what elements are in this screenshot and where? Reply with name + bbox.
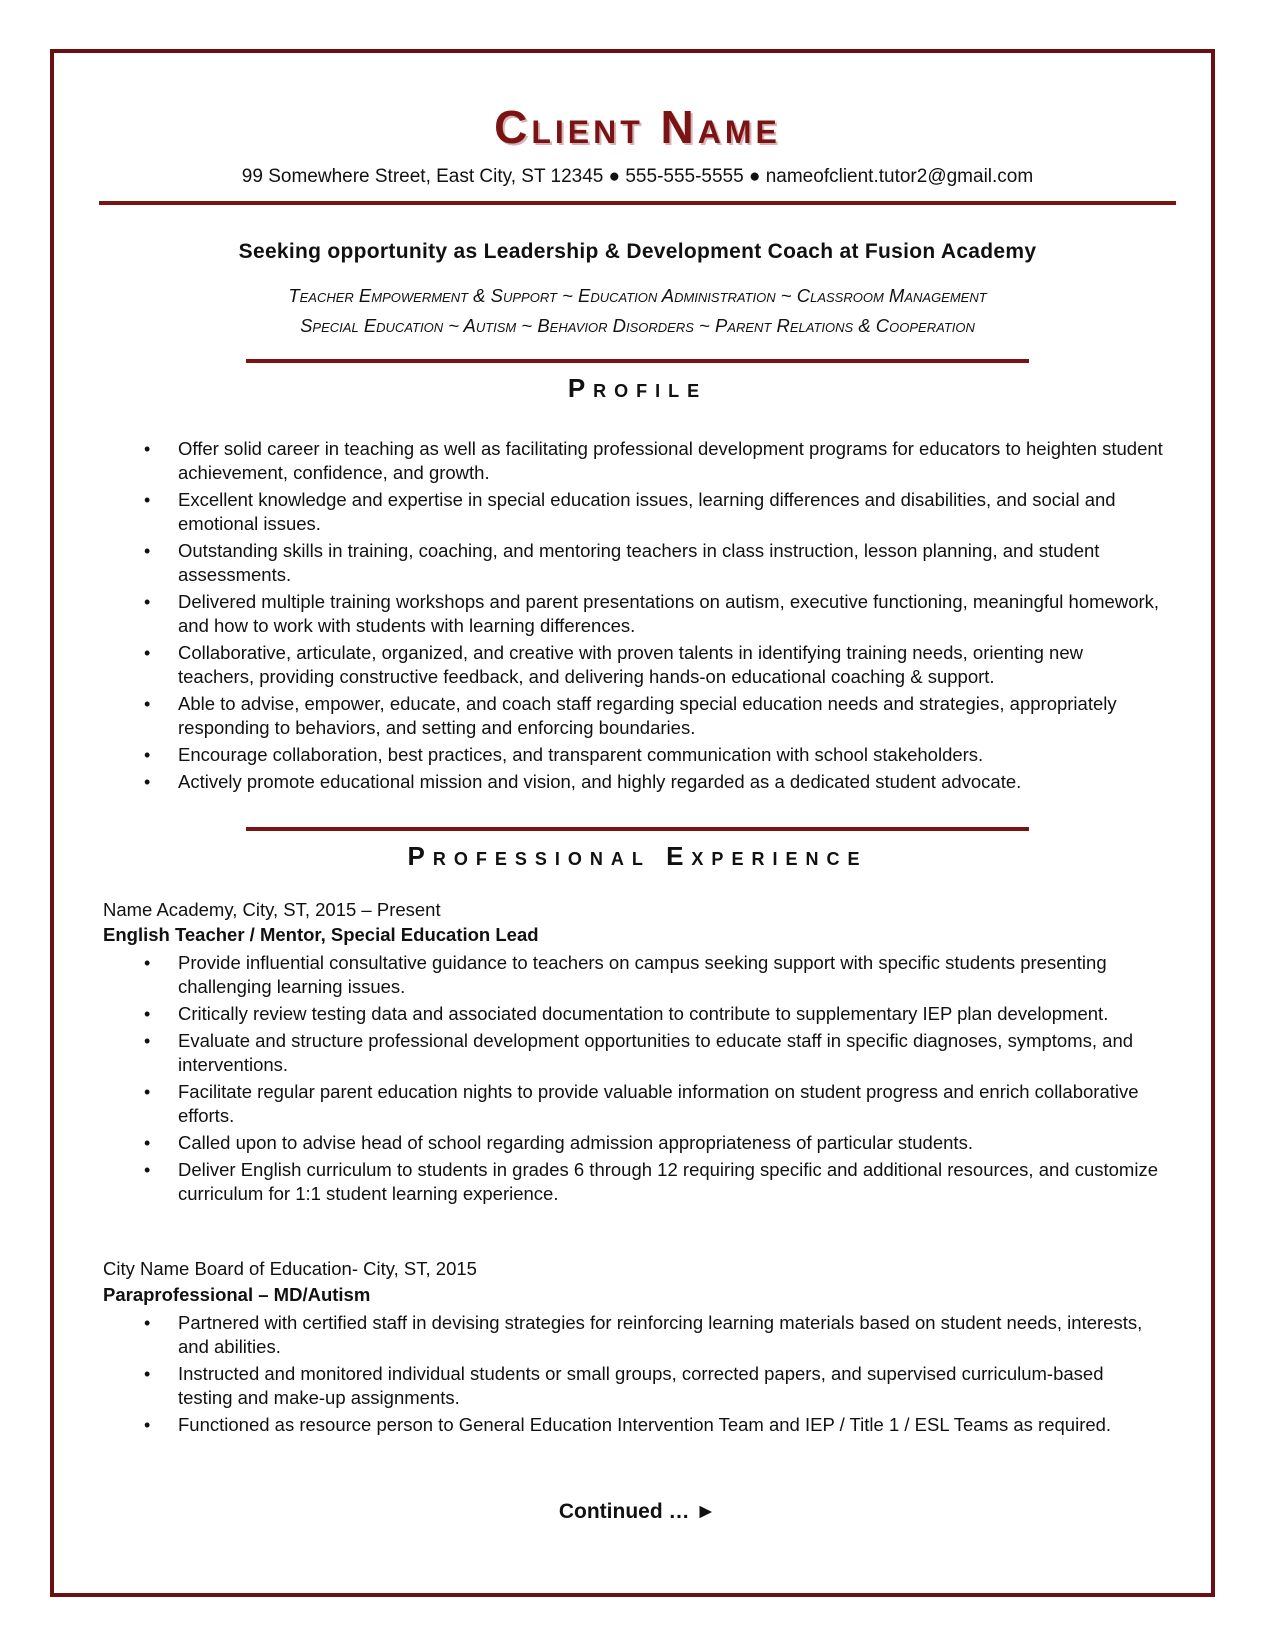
list-item: • Encourage collaboration, best practices, and transparent communication with school stakeholders. <box>178 743 1163 767</box>
contact-info: 99 Somewhere Street, East City, ST 12345 ● 555-555-5555 ● nameofclient.tutor2@gmail.com <box>241 166 1034 187</box>
list-item: • Able to advise, empower, educate, and coach staff regarding special education needs and strategies, appropriately responding to behaviors, and setting and enforcing boundaries. <box>178 692 1163 740</box>
job-org-line: Name Academy, City, ST, 2015 – Present <box>103 899 441 920</box>
profile-heading: Profile <box>567 373 708 403</box>
profile-divider <box>246 359 1029 363</box>
job-title: English Teacher / Mentor, Special Education Lead <box>103 924 539 945</box>
list-item: • Excellent knowledge and expertise in special education issues, learning differences and disabilities, and social and emotional issues. <box>178 488 1163 536</box>
list-item: • Delivered multiple training workshops and parent presentations on autism, executive functioning, meaningful homework, and how to work with students with learning differences. <box>178 590 1163 638</box>
objective-statement: Seeking opportunity as Leadership & Development Coach at Fusion Academy <box>238 240 1037 263</box>
header-divider <box>99 201 1176 205</box>
job-title: Paraprofessional – MD/Autism <box>103 1284 371 1305</box>
job-duties-list <box>178 1311 1163 1440</box>
list-item: • Partnered with certified staff in devising strategies for reinforcing learning materials based on student needs, interests, and abilities. <box>178 1311 1163 1359</box>
list-item: • Actively promote educational mission and vision, and highly regarded as a dedicated student advocate. <box>178 770 1163 794</box>
list-item: • Called upon to advise head of school regarding admission appropriateness of particular students. <box>178 1131 1163 1155</box>
list-item: • Facilitate regular parent education nights to provide valuable information on student progress and enrich collaborative efforts. <box>178 1080 1163 1128</box>
list-item: • Offer solid career in teaching as well as facilitating professional development programs for educators to heighten student achievement, confidence, and growth. <box>178 437 1163 485</box>
keywords-line-2: Special Education ~ Autism ~ Behavior Disorders ~ Parent Relations & Cooperation <box>300 315 975 336</box>
client-name: Client Name <box>494 101 781 153</box>
list-item: • Provide influential consultative guidance to teachers on campus seeking support with specific students presenting challenging learning issues. <box>178 951 1163 999</box>
list-item: • Outstanding skills in training, coaching, and mentoring teachers in class instruction, lesson planning, and student assessments. <box>178 539 1163 587</box>
list-item: • Functioned as resource person to General Education Intervention Team and IEP / Title 1 / ESL Teams as required. <box>178 1413 1163 1437</box>
keywords-line-1: Teacher Empowerment & Support ~ Education Administration ~ Classroom Management <box>288 285 987 306</box>
experience-divider <box>246 827 1029 831</box>
job-org-line: City Name Board of Education- City, ST, 2015 <box>103 1258 477 1279</box>
continued-indicator: Continued … ► <box>558 1500 717 1523</box>
experience-heading: Professional Experience <box>407 841 868 871</box>
list-item: • Deliver English curriculum to students in grades 6 through 12 requiring specific and additional resources, and customize curriculum for 1:1 student learning experience. <box>178 1158 1163 1206</box>
job-duties-list <box>178 951 1163 1209</box>
list-item: • Instructed and monitored individual students or small groups, corrected papers, and supervised curriculum-based testing and make-up assignments. <box>178 1362 1163 1410</box>
list-item: • Critically review testing data and associated documentation to contribute to supplementary IEP plan development. <box>178 1002 1163 1026</box>
list-item: • Evaluate and structure professional development opportunities to educate staff in specific diagnoses, symptoms, and interventions. <box>178 1029 1163 1077</box>
list-item: • Collaborative, articulate, organized, and creative with proven talents in identifying training needs, orienting new teachers, providing constructive feedback, and delivering hands-on educational coaching & support. <box>178 641 1163 689</box>
profile-list <box>178 437 1163 797</box>
